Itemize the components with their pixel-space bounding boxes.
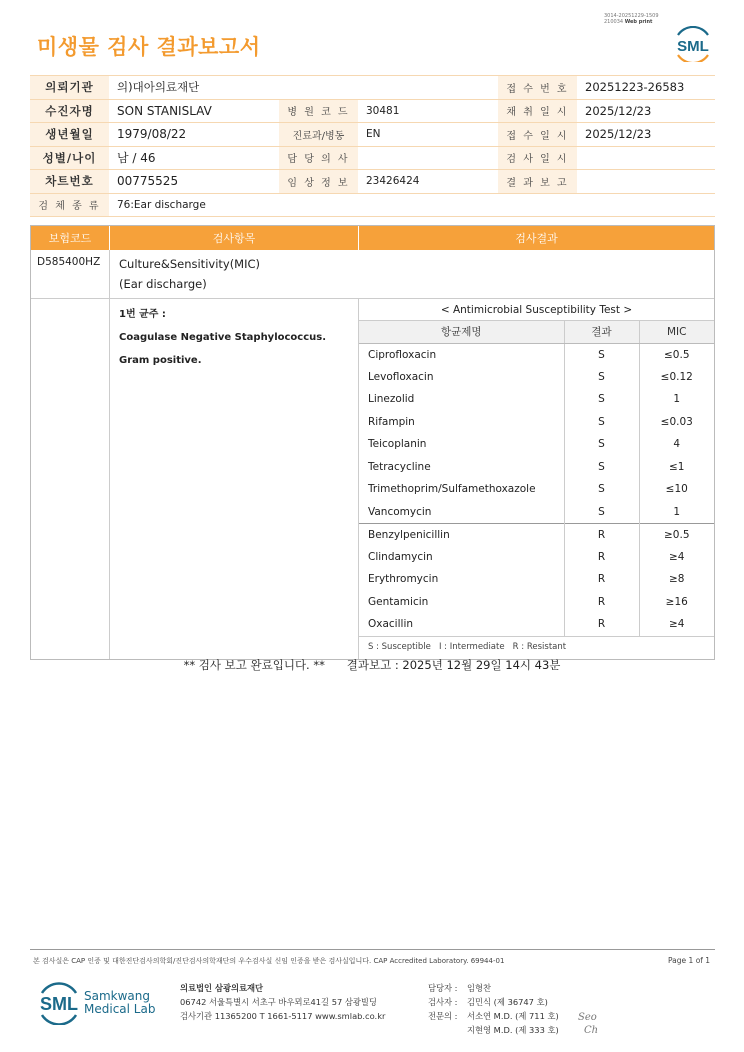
dob-value: 1979/08/22 [109,123,279,147]
org-contact: 검사기관 11365200 T 1661-5117 www.smlab.co.kr [180,1011,386,1021]
ast-header-row [359,321,714,343]
organism-block [110,299,359,659]
chart-no-value: 00775525 [109,170,279,194]
results-header [31,226,714,250]
dept-label: 진료과/병동 [279,123,358,147]
ast-result: S [564,388,639,411]
sex-age-value: 남 / 46 [109,146,279,170]
ast-col-result: 결과 [564,321,639,343]
col-insurance-code: 보험코드 [31,226,110,250]
info-row [30,146,715,170]
info-row [30,170,715,194]
ast-mic: ≥8 [669,573,685,586]
staff-name: 임형찬 [467,983,492,993]
ast-row [359,546,714,569]
ast-result: R [564,613,639,636]
ast-drug: Trimethoprim/Sulfamethoxazole [359,478,564,501]
ast-row [359,613,714,636]
ast-row [359,591,714,614]
ast-drug: Clindamycin [359,546,564,569]
print-meta-code: 210034 [604,19,624,25]
org-name: 의료법인 삼광의료재단 [180,983,264,993]
col-test-item: 검사항목 [110,226,359,250]
results-table [30,225,715,660]
info-row [30,76,715,100]
ast-row [359,366,714,389]
logo-text-footer: SML [40,994,78,1014]
collect-date-label: 채 취 일 시 [498,99,577,123]
print-meta-id: 3014-20251229-1509 [604,13,659,19]
sex-age-label: 성별/나이 [30,146,109,170]
ast-mic: ≥4 [669,618,685,631]
ast-drug: Rifampin [359,411,564,434]
ast-mic: ≤0.5 [664,348,690,361]
org-info [180,981,385,1023]
test-name: Culture&Sensitivity(MIC) [119,257,261,271]
ast-drug: Teicoplanin [359,433,564,456]
staff-role: 전문의 : [428,1011,458,1021]
ast-col-drug: 항균제명 [359,321,564,343]
specimen-value: 76:Ear discharge [109,193,715,217]
staff-role [428,1023,467,1037]
ast-panel [359,299,714,659]
sml-logo-footer-icon [36,981,82,1029]
test-specimen: (Ear discharge) [119,277,207,291]
col-test-result: 검사결과 [515,232,558,245]
footer-divider [30,949,715,950]
ast-result: S [564,433,639,456]
staff-name: 지현영 M.D. (제 333 호) [467,1025,559,1035]
clinical-value: 23426424 [358,170,498,194]
patient-info-table [30,75,715,217]
doctor-label: 담 당 의 사 [279,146,358,170]
receipt-no-value: 20251223-26583 [577,76,715,100]
staff-name: 서소연 M.D. (제 711 호) [467,1011,559,1021]
cert-note: 본 검사실은 CAP 인증 및 대한진단검사의학회/진단검사의학재단의 우수검사실 신임 인증을 받은 검사실입니다. CAP Accredited Laboratory. 69944-01 [33,957,505,965]
report-label: 결 과 보 고 [498,170,577,194]
report-value [577,170,715,194]
chart-no-label: 차트번호 [30,170,109,194]
org-address: 06742 서울특별시 서초구 바우뫼로41길 57 삼광빌딩 [180,997,377,1007]
test-name-block [110,250,714,298]
ast-result: S [564,366,639,389]
requesting-org-value: 의)대아의료재단 [109,76,498,100]
ast-col-mic: MIC [639,321,714,343]
sml-logo-icon [672,26,714,66]
test-date-value [577,146,715,170]
hospital-code-value: 30481 [358,99,498,123]
brand-line-2: Medical Lab [84,1002,156,1016]
staff-row [428,995,559,1009]
receive-date-label: 접 수 일 시 [498,123,577,147]
ast-row [359,568,714,591]
staff-row [428,981,559,995]
result-body [31,299,714,659]
ast-result: S [564,411,639,434]
staff-row [428,1009,559,1023]
ast-mic: 1 [673,393,681,406]
ast-row [359,388,714,411]
receipt-no-label: 접 수 번 호 [498,76,577,100]
ast-drug: Tetracycline [359,456,564,479]
ast-mic: ≥16 [665,595,688,608]
ast-mic: ≤1 [669,460,685,473]
ast-result: R [564,591,639,614]
ast-result: S [564,343,639,366]
signature-2: Ch [584,1025,599,1036]
ast-mic: ≤10 [665,483,688,496]
ast-mic: ≤0.12 [660,370,693,383]
ast-row [359,501,714,524]
report-complete-note: ** 검사 보고 완료입니다. ** 결과보고 : 2025년 12월 29일 14시 43분 [183,658,561,672]
ast-mic: ≤0.03 [660,415,693,428]
staff-row [428,1023,559,1037]
clinical-label: 임 상 정 보 [279,170,358,194]
ast-result: R [564,546,639,569]
requesting-org-label: 의뢰기관 [30,76,109,100]
gram-stain: Gram positive. [119,355,202,366]
ast-drug: Gentamicin [359,591,564,614]
patient-value: SON STANISLAV [109,99,279,123]
test-row [31,250,714,299]
ast-result: S [564,478,639,501]
logo-text: SML [677,38,709,55]
signature-1: Seo [578,1012,597,1023]
code-column-empty [31,299,110,659]
page-number: Page 1 of 1 [668,956,711,965]
ast-row [359,456,714,479]
ast-drug: Erythromycin [359,568,564,591]
ast-drug: Benzylpenicillin [359,523,564,546]
ast-drug: Vancomycin [359,501,564,524]
signatures [578,1011,598,1037]
info-row [30,99,715,123]
print-meta-label: Web print [624,19,653,25]
hospital-code-label: 병 원 코 드 [279,99,358,123]
ast-result: R [564,523,639,546]
collect-date-value: 2025/12/23 [577,99,715,123]
test-date-label: 검 사 일 시 [498,146,577,170]
ast-result: S [564,456,639,479]
organism-name: Coagulase Negative Staphylococcus. [119,332,327,343]
patient-label: 수진자명 [30,99,109,123]
ast-row [359,523,714,546]
ast-result: R [564,568,639,591]
ast-drug: Ciprofloxacin [359,343,564,366]
ast-row [359,478,714,501]
staff-list [428,981,559,1037]
brand-name [84,990,155,1016]
ast-mic: ≥4 [669,550,685,563]
receive-date-value: 2025/12/23 [577,123,715,147]
brand-line-1: Samkwang [84,989,150,1003]
specimen-label: 검 체 종 류 [30,193,109,217]
print-meta-mode [604,19,659,25]
page-title: 미생물 검사 결과보고서 [37,35,261,59]
ast-drug: Oxacillin [359,613,564,636]
ast-mic: ≥0.5 [639,523,714,546]
info-row [30,123,715,147]
ast-table [359,321,714,636]
staff-name: 김민식 (제 36747 호) [467,997,548,1007]
dob-label: 생년월일 [30,123,109,147]
ast-result: S [564,501,639,524]
staff-role: 검사자 : [428,997,458,1007]
ast-drug: Linezolid [359,388,564,411]
ast-row [359,343,714,366]
staff-role: 담당자 : [428,983,458,993]
insurance-code: D585400HZ [31,250,110,298]
ast-row [359,433,714,456]
info-row [30,193,715,217]
ast-mic: 4 [673,438,681,451]
ast-body [359,343,714,636]
ast-row [359,411,714,434]
doctor-value [358,146,498,170]
ast-drug: Levofloxacin [359,366,564,389]
print-meta [604,13,659,25]
ast-title: < Antimicrobial Susceptibility Test > [359,299,714,321]
organism-label: 1번 균주 : [119,309,166,320]
ast-mic: 1 [673,505,681,518]
dept-value: EN [358,123,498,147]
ast-legend: S : Susceptible I : Intermediate R : Resistant [359,636,714,658]
